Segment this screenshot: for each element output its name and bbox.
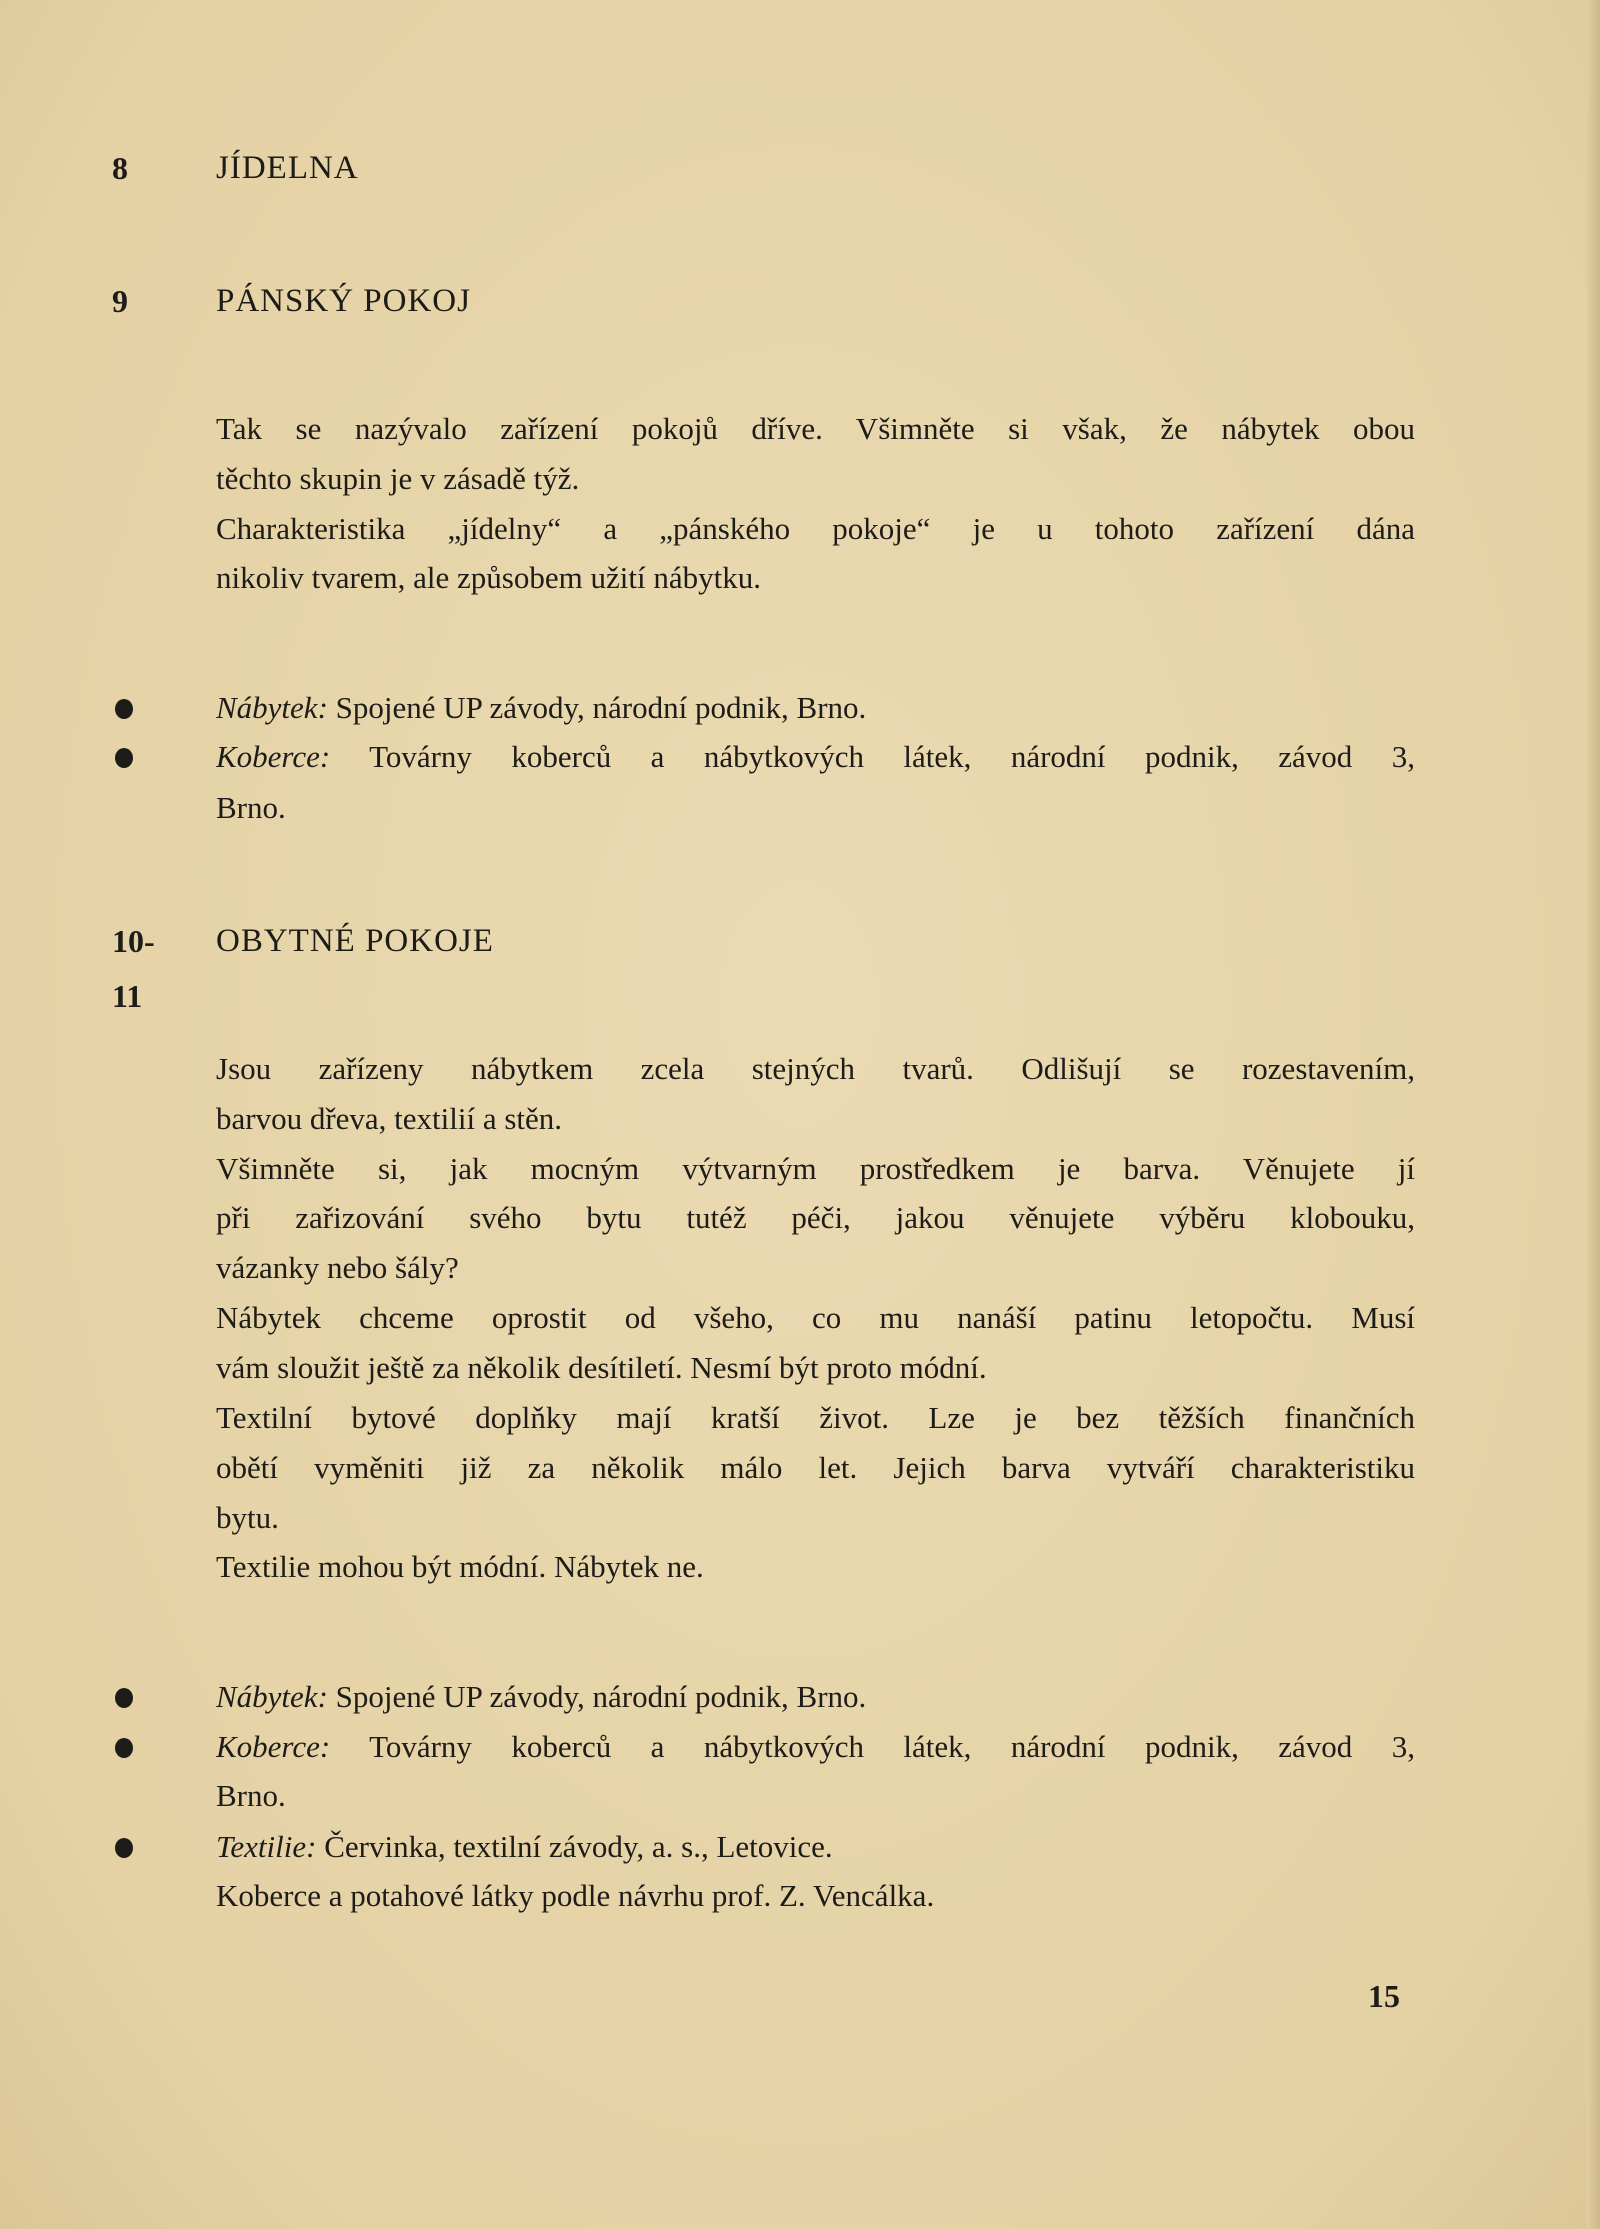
- section-number: 9: [112, 283, 128, 319]
- bullet-icon: [115, 1738, 133, 1758]
- credit-label: Koberce:: [216, 1729, 331, 1764]
- credit-text: Spojené UP závody, národní podnik, Brno.: [327, 690, 867, 725]
- section-number-second: 11: [112, 978, 143, 1014]
- credit-line: [216, 1677, 1415, 1717]
- bullet-icon: [115, 699, 133, 719]
- credit-line-cont: Koberce a potahové látky podle návrhu prof. Z. Vencálka.: [216, 1878, 935, 1913]
- credit-label: Nábytek:: [216, 690, 328, 725]
- credit-label: Textilie:: [216, 1829, 317, 1864]
- body-line: Textilní bytové doplňky mají kratší život. Lze je bez těžších finančních: [216, 1400, 1415, 1435]
- credit-line: [216, 688, 1415, 728]
- body-line: bytu.: [216, 1500, 279, 1535]
- credit-line: [216, 737, 1415, 777]
- credit-text: Továrny koberců a nábytkových látek, národní podnik, závod 3,: [330, 739, 1415, 774]
- credit-text: Červinka, textilní závody, a. s., Letovice.: [316, 1829, 833, 1864]
- page-edge: [1586, 0, 1600, 2229]
- body-line: vázanky nebo šály?: [216, 1250, 459, 1285]
- section-heading: JÍDELNA: [216, 150, 359, 186]
- body-line: vám sloužit ještě za několik desítiletí. Nesmí být proto módní.: [216, 1350, 987, 1385]
- credit-label: Koberce:: [216, 739, 331, 774]
- credit-label: Nábytek:: [216, 1679, 328, 1714]
- body-line: Charakteristika „jídelny“ a „pánského pokoje“ je u tohoto zařízení dána: [216, 511, 1415, 546]
- body-line: obětí vyměniti již za několik málo let. Jejich barva vytváří charakteristiku: [216, 1450, 1415, 1485]
- page-number: 15: [1368, 1978, 1400, 2014]
- credit-line-cont: Brno.: [216, 1778, 286, 1813]
- body-line: při zařizování svého bytu tutéž péči, jakou věnujete výběru klobouku,: [216, 1200, 1415, 1235]
- section-heading: PÁNSKÝ POKOJ: [216, 283, 471, 319]
- body-line: Všimněte si, jak mocným výtvarným prostředkem je barva. Věnujete jí: [216, 1151, 1415, 1186]
- credit-line-cont: Brno.: [216, 790, 286, 825]
- body-line: těchto skupin je v zásadě týž.: [216, 461, 580, 496]
- credit-text: Spojené UP závody, národní podnik, Brno.: [327, 1679, 867, 1714]
- credit-text: Továrny koberců a nábytkových látek, národní podnik, závod 3,: [330, 1729, 1415, 1764]
- credit-line: [216, 1827, 1415, 1867]
- section-number: 10-: [112, 923, 155, 959]
- bullet-icon: [115, 1838, 133, 1858]
- body-line: Tak se nazývalo zařízení pokojů dříve. Všimněte si však, že nábytek obou: [216, 411, 1415, 446]
- body-line: barvou dřeva, textilií a stěn.: [216, 1101, 563, 1136]
- body-line: Textilie mohou být módní. Nábytek ne.: [216, 1549, 704, 1584]
- bullet-icon: [115, 1688, 133, 1708]
- bullet-icon: [115, 748, 133, 768]
- body-line: Nábytek chceme oprostit od všeho, co mu nanáší patinu letopočtu. Musí: [216, 1300, 1415, 1335]
- body-line: nikoliv tvarem, ale způsobem užití nábytku.: [216, 560, 761, 595]
- section-number: 8: [112, 150, 128, 186]
- credit-line: [216, 1727, 1415, 1767]
- section-heading: OBYTNÉ POKOJE: [216, 923, 494, 959]
- body-line: Jsou zařízeny nábytkem zcela stejných tvarů. Odlišují se rozestavením,: [216, 1051, 1415, 1086]
